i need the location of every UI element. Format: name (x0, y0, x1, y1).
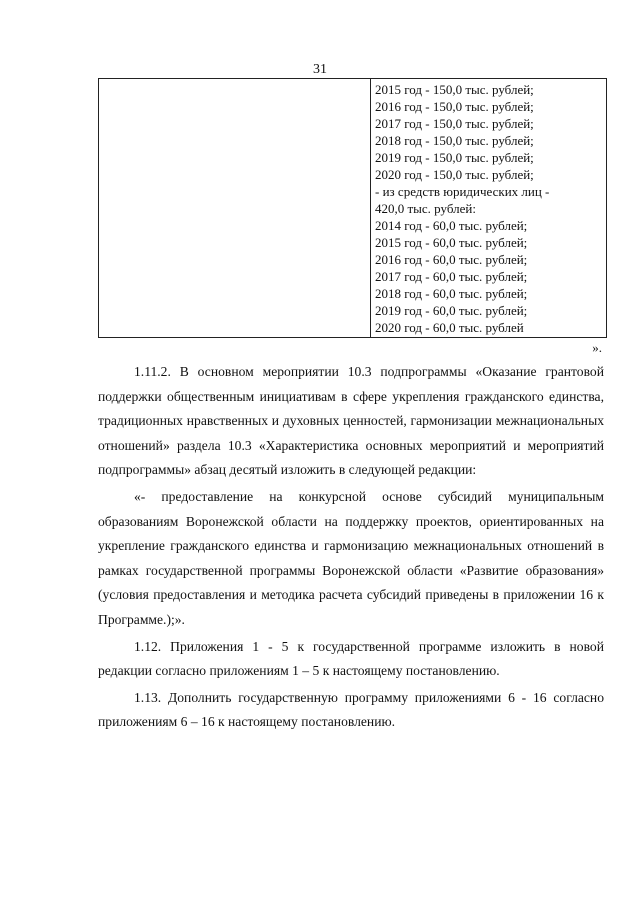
table-line: 2016 год - 60,0 тыс. рублей; (375, 252, 528, 267)
table-line: 2020 год - 60,0 тыс. рублей (375, 320, 524, 335)
table-line: 2018 год - 60,0 тыс. рублей; (375, 286, 528, 301)
table-line: 2019 год - 150,0 тыс. рублей; (375, 150, 534, 165)
table-line: 2017 год - 60,0 тыс. рублей; (375, 269, 528, 284)
legal-entities-text: - из средств юридических лиц - (375, 184, 550, 199)
table-line: 2015 год - 150,0 тыс. рублей; (375, 82, 534, 97)
paragraph-1-12: 1.12. Приложения 1 - 5 к государственной программе изложить в новой редакции согласно приложениям 1 – 5 к настоящему постановлению. (98, 638, 604, 679)
funding-table (98, 78, 607, 338)
paragraph-1-11-2: 1.11.2. В основном мероприятии 10.3 подпрограммы «Оказание грантовой поддержки общественным инициативам в сфере укрепления гражданского единства, традиционных нравственных и духовных ценностей, гармонизации межнациональных отношений» раздела 10.3 «Характеристика основных мероприятий и мероприятий подпрограммы» абзац десятый изложить в следующей редакции: (98, 364, 604, 478)
table-line: 2019 год - 60,0 тыс. рублей; (375, 303, 528, 318)
paragraph-quote: «- предоставление на конкурсной основе субсидий муниципальным образованиям Воронежской области на поддержку проектов, ориентированных на укрепление гражданского единства и гармонизацию межнациональных отношений в рамках государственной программы Воронежской области «Развитие образования» (условия предоставления и методика расчета субсидий приведены в приложении 16 к Программе.);». (98, 488, 604, 627)
table-line: 2020 год - 150,0 тыс. рублей; (375, 167, 534, 182)
table-line: 2014 год - 60,0 тыс. рублей; (375, 218, 528, 233)
closing-quote: ». (592, 340, 602, 355)
table-line: 2016 год - 150,0 тыс. рублей; (375, 99, 534, 114)
document-body (98, 360, 604, 735)
table-right-cell (375, 81, 601, 336)
table-line: 2015 год - 60,0 тыс. рублей; (375, 235, 528, 250)
paragraph-1-13: 1.13. Дополнить государственную программу приложениями 6 - 16 согласно приложениям 6 – 16 к настоящему постановлению. (98, 689, 604, 730)
table-line: 2017 год - 150,0 тыс. рублей; (375, 116, 534, 131)
page-number: 31 (313, 62, 327, 77)
table-line: 2018 год - 150,0 тыс. рублей; (375, 133, 534, 148)
legal-entities-total: 420,0 тыс. рублей: (375, 201, 476, 216)
legal-entities-line (375, 183, 601, 200)
table-left-cell (99, 79, 371, 337)
